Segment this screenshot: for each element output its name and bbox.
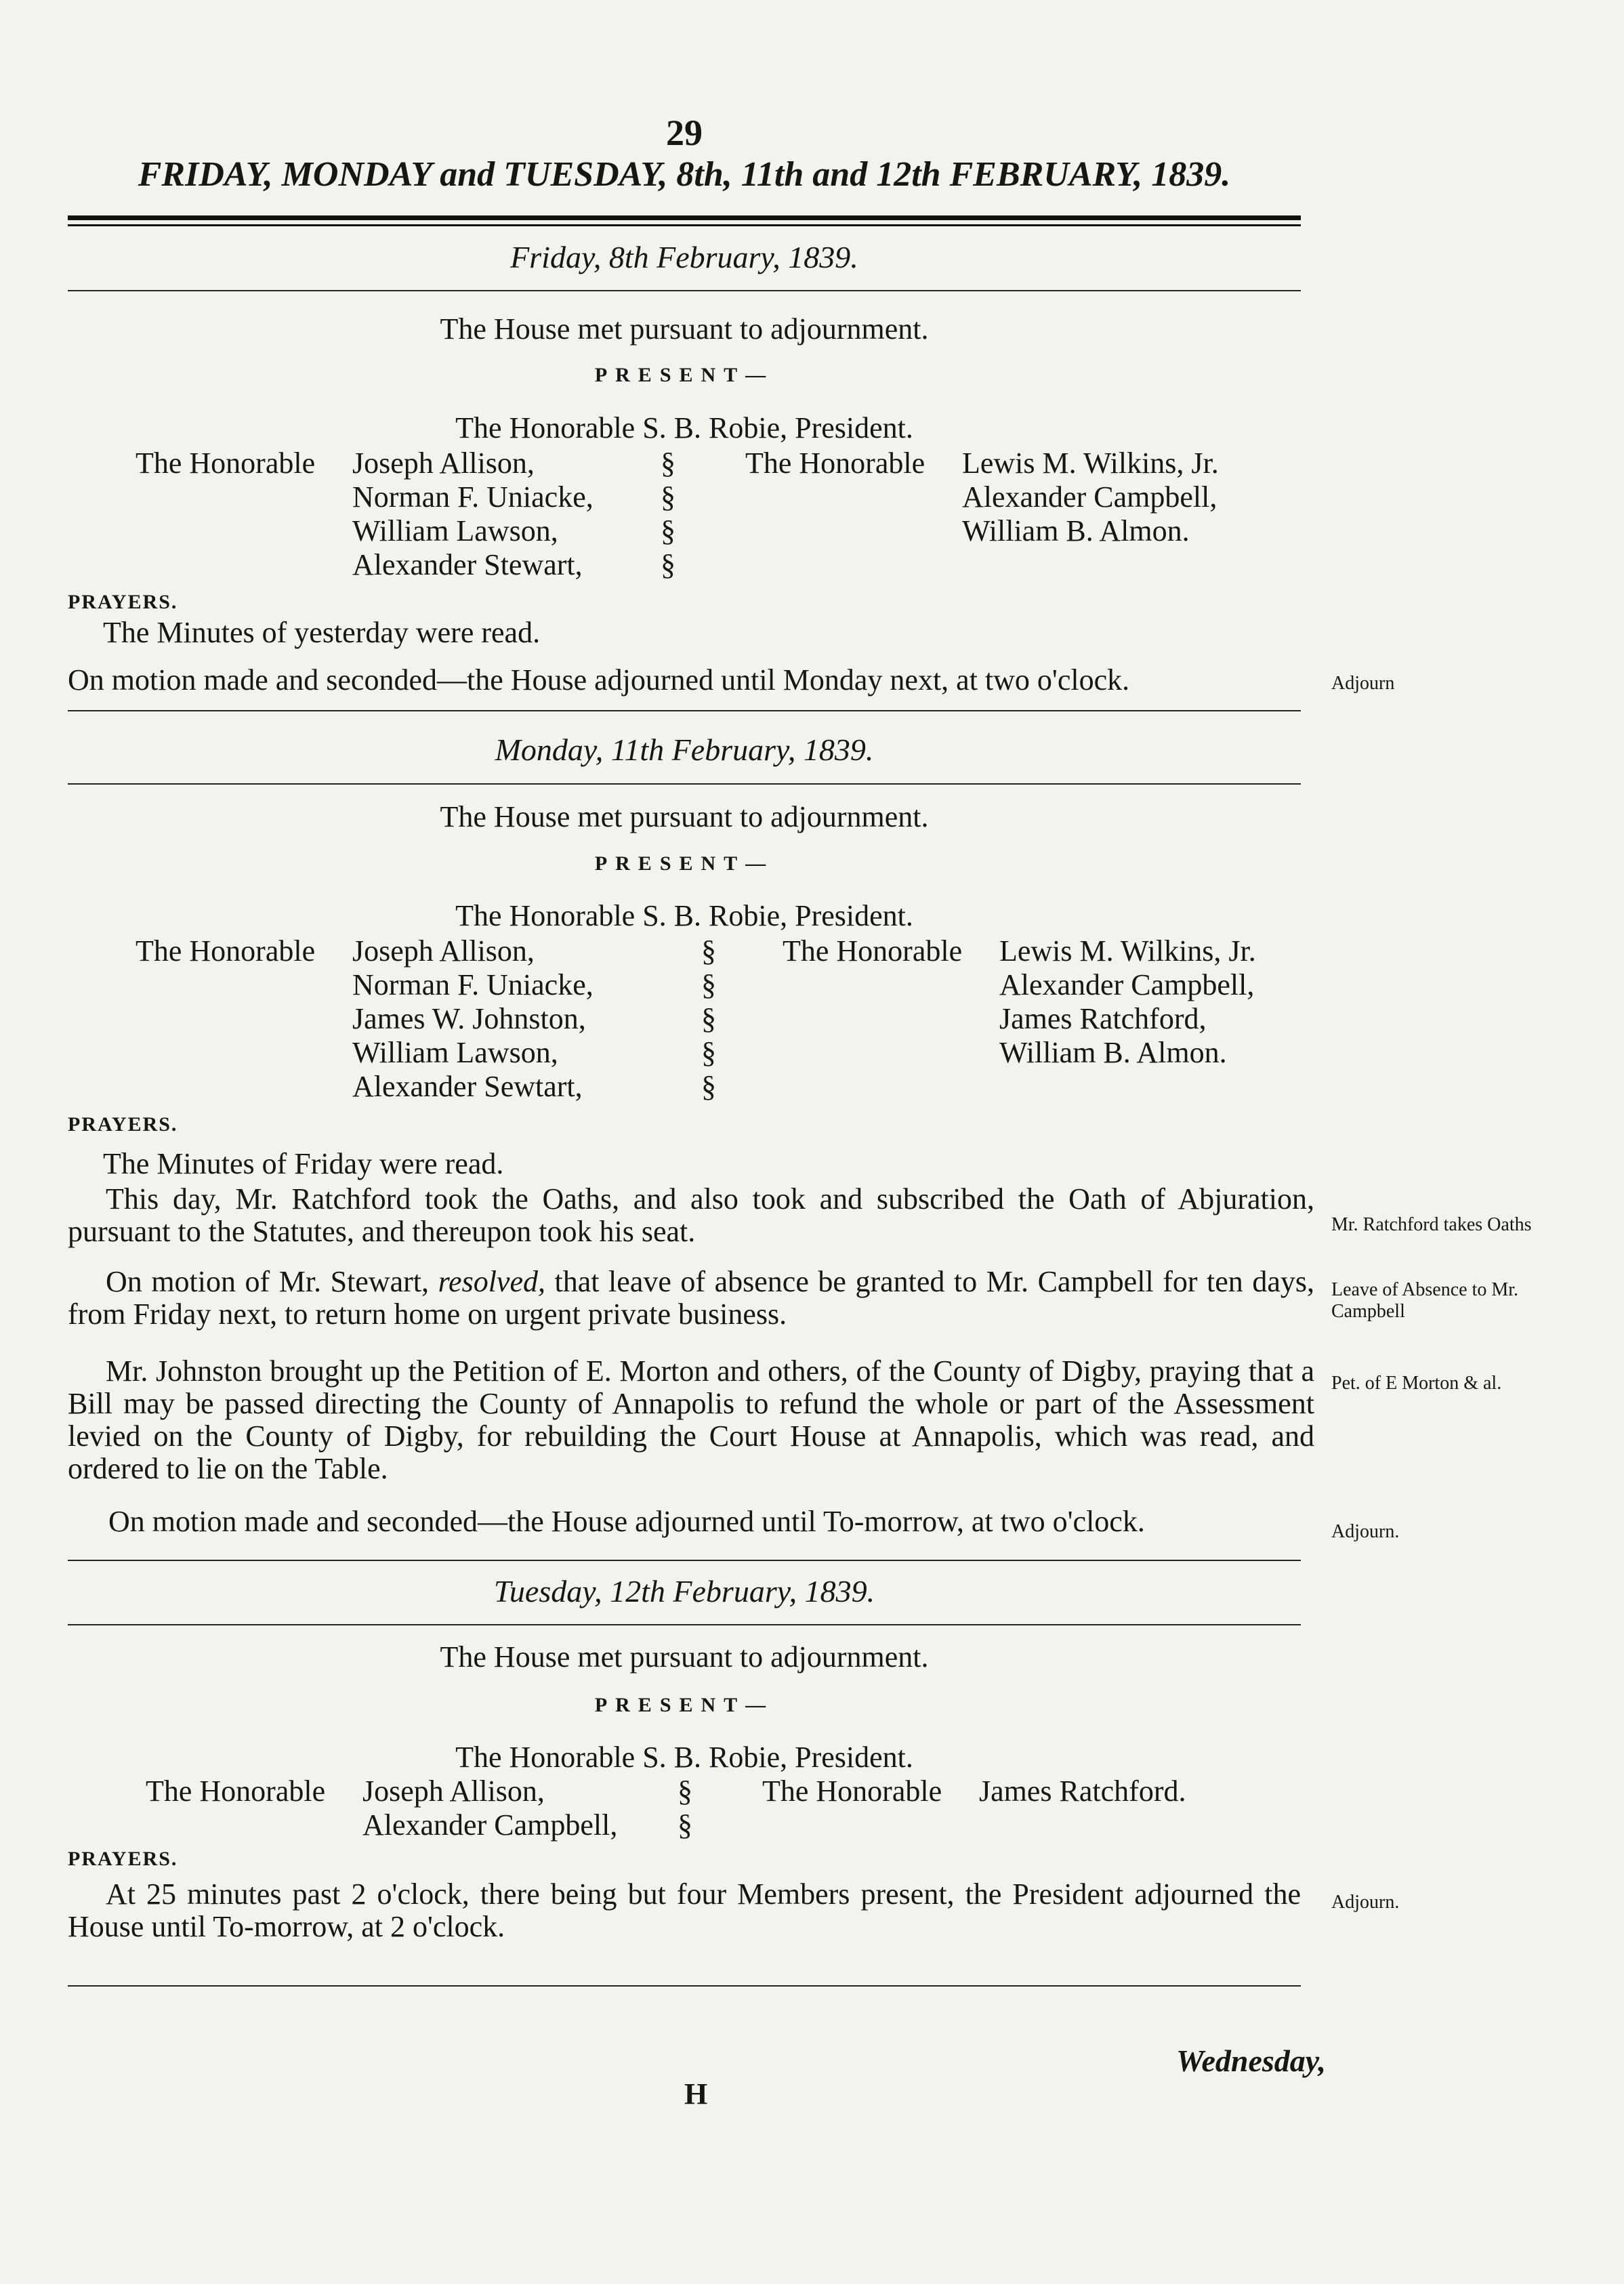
member-name: Lewis M. Wilkins, Jr. bbox=[962, 447, 1219, 480]
member-name: Alexander Campbell, bbox=[999, 968, 1255, 1001]
header-rule-thin bbox=[68, 224, 1301, 226]
section-mark: § bbox=[661, 514, 675, 547]
margin-note-petition: Pet. of E Morton & al. bbox=[1331, 1373, 1502, 1394]
margin-note-leave: Leave of Absence to Mr. Campbell bbox=[1331, 1279, 1519, 1322]
header-rule bbox=[68, 215, 1301, 220]
day-heading-monday: Monday, 11th February, 1839. bbox=[495, 732, 874, 767]
prayers-label: PRAYERS. bbox=[68, 1113, 178, 1136]
leave-text: On motion of Mr. Stewart, bbox=[106, 1265, 438, 1298]
member-name: Norman F. Uniacke, bbox=[352, 968, 594, 1001]
president-line: The Honorable S. B. Robie, President. bbox=[455, 899, 913, 932]
member-name: Norman F. Uniacke, bbox=[352, 480, 594, 514]
section-mark: § bbox=[661, 447, 675, 480]
adjourn-line: On motion made and seconded—the House adjourned until Monday next, at two o'clock. bbox=[68, 663, 1130, 697]
section-mark: § bbox=[701, 934, 716, 968]
section-mark: § bbox=[661, 480, 675, 514]
president-line: The Honorable S. B. Robie, President. bbox=[455, 411, 913, 444]
present-label: PRESENT— bbox=[594, 1694, 774, 1716]
right-prefix: The Honorable bbox=[762, 1774, 942, 1808]
right-prefix: The Honorable bbox=[745, 447, 925, 480]
margin-note-oaths: Mr. Ratchford takes Oaths bbox=[1331, 1214, 1532, 1235]
margin-note-adjourn: Adjourn bbox=[1331, 673, 1395, 694]
divider bbox=[68, 783, 1301, 785]
section-mark: § bbox=[701, 1002, 716, 1035]
section-mark: § bbox=[701, 1036, 716, 1069]
member-name: Alexander Campbell, bbox=[962, 480, 1217, 514]
president-line: The Honorable S. B. Robie, President. bbox=[455, 1741, 913, 1774]
section-mark: § bbox=[701, 968, 716, 1001]
member-name: Lewis M. Wilkins, Jr. bbox=[999, 934, 1256, 968]
divider bbox=[68, 1624, 1301, 1625]
margin-note-adjourn: Adjourn. bbox=[1331, 1892, 1400, 1913]
page-number: 29 bbox=[666, 112, 703, 153]
member-name: William B. Almon. bbox=[999, 1036, 1227, 1069]
minutes-line: The Minutes of yesterday were read. bbox=[103, 616, 541, 649]
divider bbox=[68, 710, 1301, 711]
met-line: The House met pursuant to adjournment. bbox=[440, 1640, 929, 1674]
divider bbox=[68, 1985, 1301, 1987]
member-name: Joseph Allison, bbox=[362, 1774, 545, 1808]
oath-paragraph: This day, Mr. Ratchford took the Oaths, and also took and subscribed the Oath of Abjuration, pursuant to the Statutes, and thereupon took his seat. bbox=[68, 1182, 1314, 1248]
left-prefix: The Honorable bbox=[146, 1774, 326, 1808]
present-label: PRESENT— bbox=[594, 852, 774, 875]
member-name: Joseph Allison, bbox=[352, 447, 535, 480]
prayers-label: PRAYERS. bbox=[68, 1848, 178, 1870]
day-heading-tuesday: Tuesday, 12th February, 1839. bbox=[493, 1574, 875, 1608]
adjourn-line: On motion made and seconded—the House adjourned until To-morrow, at two o'clock. bbox=[108, 1505, 1145, 1538]
margin-note-adjourn: Adjourn. bbox=[1331, 1521, 1400, 1542]
adjourn-paragraph: At 25 minutes past 2 o'clock, there being but four Members present, the President adjourned the House until To-morrow, at 2 o'clock. bbox=[68, 1877, 1301, 1943]
present-label: PRESENT— bbox=[594, 364, 774, 386]
day-heading-friday: Friday, 8th February, 1839. bbox=[510, 240, 858, 274]
divider bbox=[68, 1560, 1301, 1561]
section-mark: § bbox=[701, 1070, 716, 1103]
member-name: James Ratchford. bbox=[979, 1774, 1186, 1808]
member-name: James Ratchford, bbox=[999, 1002, 1207, 1035]
met-line: The House met pursuant to adjournment. bbox=[440, 312, 929, 346]
section-mark: § bbox=[678, 1774, 692, 1808]
prayers-label: PRAYERS. bbox=[68, 591, 178, 613]
right-prefix: The Honorable bbox=[783, 934, 963, 968]
met-line: The House met pursuant to adjournment. bbox=[440, 800, 929, 833]
leave-text-rest: that leave of absence be granted to Mr. Campbell for ten days, from Friday next, to return home on urgent private business. bbox=[68, 1265, 1314, 1331]
divider bbox=[68, 290, 1301, 291]
catchword: Wednesday, bbox=[1175, 2043, 1326, 2078]
section-mark: § bbox=[678, 1808, 692, 1842]
page-header-title: FRIDAY, MONDAY and TUESDAY, 8th, 11th and 12th FEBRUARY, 1839. bbox=[138, 155, 1231, 194]
signature-mark: H bbox=[684, 2077, 708, 2111]
member-name: William B. Almon. bbox=[962, 514, 1190, 547]
left-prefix: The Honorable bbox=[136, 934, 316, 968]
member-name: Alexander Stewart, bbox=[352, 548, 583, 581]
member-name: James W. Johnston, bbox=[352, 1002, 586, 1035]
resolved-word: resolved, bbox=[438, 1265, 545, 1298]
petition-paragraph: Mr. Johnston brought up the Petition of E. Morton and others, of the County of Digby, praying that a Bill may be passed directing the County of Annapolis to refund the whole or part of the Assessment levied on the County of Digby, for rebuilding the Court House at Annapolis, which was read, and ordered to lie on the Table. bbox=[68, 1354, 1314, 1485]
leave-paragraph bbox=[68, 1266, 1314, 1331]
member-name: Alexander Campbell, bbox=[362, 1808, 618, 1842]
section-mark: § bbox=[661, 548, 675, 581]
member-name: Joseph Allison, bbox=[352, 934, 535, 968]
minutes-line: The Minutes of Friday were read. bbox=[103, 1147, 504, 1180]
member-name: Alexander Sewtart, bbox=[352, 1070, 583, 1103]
left-prefix: The Honorable bbox=[136, 447, 316, 480]
member-name: William Lawson, bbox=[352, 514, 558, 547]
member-name: William Lawson, bbox=[352, 1036, 558, 1069]
